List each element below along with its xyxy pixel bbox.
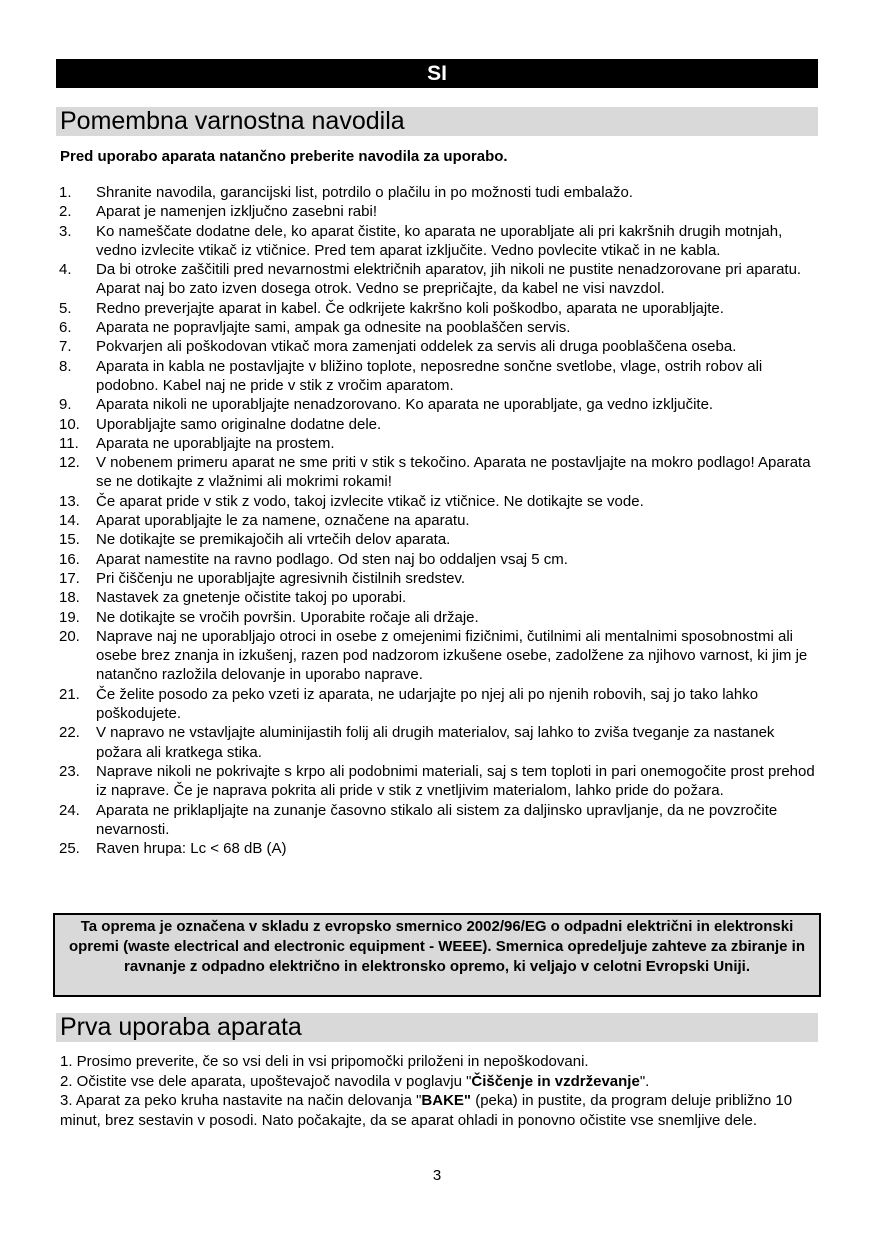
safety-item-number: 14. bbox=[59, 512, 80, 530]
step-2 bbox=[60, 1072, 820, 1092]
safety-item-text: Aparata ne popravljajte sami, ampak ga odnesite na pooblaščen servis. bbox=[96, 319, 571, 337]
safety-item bbox=[56, 723, 818, 762]
weee-notice-box bbox=[53, 913, 821, 997]
safety-item-text: Redno preverjajte aparat in kabel. Če odkrijete kakršno koli poškodbo, aparata ne uporabljajte. bbox=[96, 299, 724, 317]
safety-item-text: Če aparat pride v stik z vodo, takoj izvlecite vtikač iz vtičnice. Ne dotikajte se vode. bbox=[96, 492, 644, 510]
safety-item-text: Aparata ne priklapljajte na zunanje časovno stikalo ali sistem za daljinsko upravljanje, da ne povzročite nevarnosti. bbox=[96, 801, 778, 838]
safety-item bbox=[56, 801, 818, 840]
safety-item-text: Uporabljajte samo originalne dodatne dele. bbox=[96, 415, 382, 433]
safety-item bbox=[56, 395, 818, 414]
safety-item-number: 7. bbox=[59, 338, 72, 356]
safety-item-number: 19. bbox=[59, 608, 80, 626]
safety-item-text: Pri čiščenju ne uporabljajte agresivnih čistilnih sredstev. bbox=[96, 569, 466, 587]
safety-item bbox=[56, 260, 818, 299]
safety-item-text: Aparata ne uporabljajte na prostem. bbox=[96, 434, 335, 452]
safety-item-number: 15. bbox=[59, 531, 80, 549]
safety-item-text: Da bi otroke zaščitili pred nevarnostmi električnih aparatov, jih nikoli ne pustite nenadzorovane pri aparatu. Aparat naj bo zato izven dosega otrok. Vedno se prepričajte, da kabel ne visi navzdol. bbox=[96, 261, 802, 298]
step-2-end: ". bbox=[639, 1072, 650, 1090]
safety-item-number: 21. bbox=[59, 685, 80, 703]
safety-item bbox=[56, 608, 818, 627]
step-3-end: (peka) in pustite, da program deluje približno 10 minut, brez sestavin v posodi. Nato počakajte, da se aparat ohladi in ponovno očistite vse snemljive dele. bbox=[60, 1092, 793, 1129]
language-header-bar bbox=[56, 59, 818, 88]
safety-item bbox=[56, 685, 818, 724]
safety-item-number: 12. bbox=[59, 454, 80, 472]
safety-item-number: 11. bbox=[59, 434, 79, 452]
safety-item-number: 18. bbox=[59, 589, 80, 607]
safety-item-text: Aparat je namenjen izključno zasebni rabi! bbox=[96, 203, 377, 221]
safety-item bbox=[56, 762, 818, 801]
safety-item bbox=[56, 588, 818, 607]
safety-item-text: Ko nameščate dodatne dele, ko aparat čistite, ko aparata ne uporabljate ali pri kakršnih drugih motnjah, vedno izvlecite vtikač iz vtičnice. Pred tem aparat izključite. Vedno povlecite vtikač in ne kabla. bbox=[96, 222, 783, 259]
safety-item bbox=[56, 627, 818, 685]
safety-item bbox=[56, 550, 818, 569]
safety-item-text: Nastavek za gnetenje očistite takoj po uporabi. bbox=[96, 589, 407, 607]
safety-item-text: Ne dotikajte se premikajočih ali vrtečih delov aparata. bbox=[96, 531, 451, 549]
safety-item bbox=[56, 839, 818, 858]
safety-item-number: 13. bbox=[59, 492, 80, 510]
weee-notice-text: Ta oprema je označena v skladu z evropsko smernico 2002/96/EG o odpadni električni in elektronski opremi (waste electrical and electronic equipment - WEEE). Smernica opredeljuje zahteve za zbiranje in ravnanje z odpadno električno in elektronsko opremo, ki veljajo v celotni Evropski Uniji. bbox=[68, 918, 806, 975]
safety-item bbox=[56, 222, 818, 261]
safety-item bbox=[56, 299, 818, 318]
safety-item-number: 20. bbox=[59, 627, 80, 645]
safety-item bbox=[56, 415, 818, 434]
safety-item-number: 6. bbox=[59, 319, 72, 337]
safety-item-text: Aparat namestite na ravno podlago. Od sten naj bo oddaljen vsaj 5 cm. bbox=[96, 550, 568, 568]
section-title-safety: Pomembna varnostna navodila bbox=[56, 107, 818, 136]
safety-item-number: 25. bbox=[59, 840, 80, 858]
safety-item-number: 3. bbox=[59, 222, 72, 240]
safety-item-number: 16. bbox=[59, 550, 80, 568]
safety-item bbox=[56, 511, 818, 530]
safety-item bbox=[56, 453, 818, 492]
safety-item-number: 10. bbox=[59, 415, 80, 433]
safety-item-text: V napravo ne vstavljajte aluminijastih folij ali drugih materialov, saj lahko to zviša tveganje za nastanek požara ali kratkega stika. bbox=[96, 724, 775, 761]
safety-intro: Pred uporabo aparata natančno preberite navodila za uporabo. bbox=[60, 148, 508, 165]
safety-item bbox=[56, 202, 818, 221]
safety-item-text: Pokvarjen ali poškodovan vtikač mora zamenjati oddelek za servis ali druga pooblaščena oseba. bbox=[96, 338, 737, 356]
safety-item bbox=[56, 183, 818, 202]
safety-item-number: 8. bbox=[59, 357, 72, 375]
step-2-text: 2. Očistite vse dele aparata, upoštevajoč navodila v poglavju " bbox=[60, 1072, 472, 1090]
safety-item bbox=[56, 530, 818, 549]
page-number: 3 bbox=[432, 1167, 442, 1184]
safety-item-text: Naprave naj ne uporabljajo otroci in osebe z omejenimi fizičnimi, čutilnimi ali mentalnimi sposobnostmi ali osebe brez znanja in izkušenj, razen pod nadzorom izkušene osebe, zadolžene za njihovo varnost, ki jim je natančno razložila delovanje in uporabo naprave. bbox=[96, 627, 808, 684]
safety-item-number: 24. bbox=[59, 801, 80, 819]
section-title-first-use: Prva uporaba aparata bbox=[56, 1013, 818, 1042]
safety-item-text: Aparata nikoli ne uporabljajte nenadzorovano. Ko aparata ne uporabljate, ga vedno izključite. bbox=[96, 396, 714, 414]
safety-item-text: Shranite navodila, garancijski list, potrdilo o plačilu in po možnosti tudi embalažo. bbox=[96, 184, 633, 201]
safety-item-number: 9. bbox=[59, 396, 72, 414]
safety-item-number: 5. bbox=[59, 299, 72, 317]
safety-item-text: Aparat uporabljajte le za namene, označene na aparatu. bbox=[96, 512, 470, 530]
safety-item-text: Naprave nikoli ne pokrivajte s krpo ali podobnimi materiali, saj s tem toploti in pari onemogočite prost prehod iz naprave. Če je naprava pokrita ali pride v stik z vnetljivim materialom, lahko pride do požara. bbox=[96, 762, 815, 800]
safety-item-text: Raven hrupa: Lc < 68 dB (A) bbox=[96, 840, 287, 858]
safety-item bbox=[56, 569, 818, 588]
safety-item-text: Ne dotikajte se vročih površin. Uporabite ročaje ali držaje. bbox=[96, 608, 479, 626]
step-3 bbox=[60, 1091, 820, 1130]
chapter-reference: Čiščenje in vzdrževanje bbox=[471, 1072, 640, 1090]
safety-item-number: 4. bbox=[59, 261, 72, 279]
safety-item bbox=[56, 357, 818, 396]
safety-item-text: Če želite posodo za peko vzeti iz aparata, ne udarjajte po njej ali po njenih robovih, saj jo tako lahko poškodujete. bbox=[96, 685, 759, 723]
first-use-steps bbox=[60, 1052, 820, 1130]
safety-item-number: 22. bbox=[59, 724, 80, 742]
safety-item-number: 23. bbox=[59, 762, 80, 780]
safety-list bbox=[56, 183, 818, 858]
language-code: SI bbox=[427, 61, 447, 85]
safety-item-text: V nobenem primeru aparat ne sme priti v stik s tekočino. Aparata ne postavljajte na mokro podlago! Aparata se ne dotikajte z vlažnimi ali mokrimi rokami! bbox=[96, 454, 811, 491]
safety-item-text: Aparata in kabla ne postavljajte v bližino toplote, neposredne sončne svetlobe, vlage, ostrih robov ali podobno. Kabel naj ne pride v stik z vročim aparatom. bbox=[96, 357, 763, 394]
safety-item bbox=[56, 434, 818, 453]
step-1: 1. Prosimo preverite, če so vsi deli in vsi pripomočki priloženi in nepoškodovani. bbox=[60, 1053, 589, 1070]
step-3-text: 3. Aparat za peko kruha nastavite na način delovanja " bbox=[60, 1092, 422, 1109]
safety-item bbox=[56, 492, 818, 511]
safety-item-number: 17. bbox=[59, 569, 80, 587]
bake-mode-label: BAKE" bbox=[421, 1092, 472, 1109]
safety-item bbox=[56, 337, 818, 356]
safety-item bbox=[56, 318, 818, 337]
safety-item-number: 1. bbox=[59, 184, 72, 201]
safety-item-number: 2. bbox=[59, 203, 72, 221]
